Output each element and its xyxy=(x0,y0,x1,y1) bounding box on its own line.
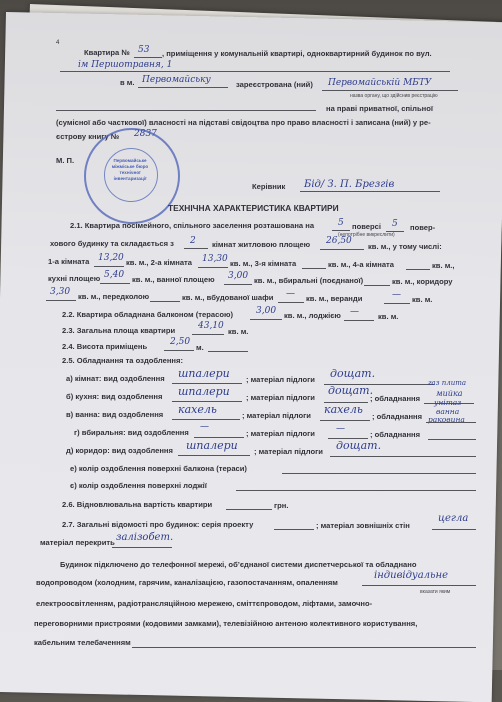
underline xyxy=(364,285,390,286)
section-title: ТЕХНІЧНА ХАРАКТЕРИСТИКА КВАРТИРИ xyxy=(168,203,339,213)
s23-tail: кв. м. xyxy=(228,327,249,336)
head-signature: Бід/ З. П. Брезгів xyxy=(304,179,395,190)
kitchen-equipment-value-1: газ плита xyxy=(428,379,467,387)
head-label: Керівник xyxy=(252,182,286,191)
bath-floor-label: ; матеріал підлоги xyxy=(242,411,311,420)
s24-value: 2,50 xyxy=(170,337,191,347)
corridor-finish-label: д) коридор: вид оздоблення xyxy=(66,446,173,455)
ownership-basis-text: (сумісної або часткової) власності на підставі свідоцтва про право власності і записана (ний) у ре- xyxy=(56,118,431,127)
underline xyxy=(132,647,476,648)
r2-corridor-label: кв. м., коридору xyxy=(392,277,453,286)
r3-closet-value: — xyxy=(286,289,295,299)
ownership-right-label: на праві приватної, спільної xyxy=(326,104,434,113)
registrar-note: назва органу, що здійснив реєстрацію xyxy=(350,93,438,99)
s27-ceilings-value: залізобет. xyxy=(116,532,174,543)
kitchen-equipment-label: ; обладнання xyxy=(370,394,421,403)
r1-room2-label: кв. м., 2-а кімната xyxy=(126,258,193,267)
rooms-floor-label: ; матеріал підлоги xyxy=(246,375,315,384)
underline xyxy=(100,283,130,284)
underline xyxy=(362,585,476,586)
r3-closet-label: кв. м., вбудованої шафи xyxy=(182,293,274,302)
kitchen-finish-value: шпалери xyxy=(178,385,230,398)
r1-tail: кв. м., xyxy=(432,261,455,270)
underline xyxy=(138,87,228,88)
s22-tail: кв. м. xyxy=(378,312,399,321)
city-value: Первомайську xyxy=(142,75,211,85)
underline xyxy=(194,437,244,438)
bath-equipment-value-1: унітаз xyxy=(434,398,462,407)
kitchen-finish-label: б) кухня: вид оздоблення xyxy=(66,392,163,401)
s21-text-b: поверсі xyxy=(352,222,381,231)
s27-ceilings-label: матеріал перекрить xyxy=(40,538,115,547)
building-para-2: водопроводом (холодним, гарячим, каналізацією, газопостачанням, опаленням xyxy=(36,578,338,587)
underline xyxy=(332,230,350,231)
underline xyxy=(432,529,476,530)
s22-balcony-value: 3,00 xyxy=(256,306,277,316)
underline xyxy=(224,284,252,285)
heating-note: вказати яким xyxy=(420,589,451,595)
r2-kitchen-label: кухні площею xyxy=(48,274,101,283)
underline xyxy=(302,268,326,269)
underline xyxy=(172,401,242,402)
s21-rooms-value: 2 xyxy=(190,236,196,246)
toilet-equipment-label: ; обладнання xyxy=(370,430,421,439)
s21-area-value: 26,50 xyxy=(326,236,352,246)
underline xyxy=(172,419,240,420)
s21-text-d: хового будинку та складається з xyxy=(50,239,174,248)
seal-place-label: М. П. xyxy=(56,156,75,165)
bath-equipment-label: ; обладнання xyxy=(372,412,423,421)
kitchen-floor-value: дощат. xyxy=(328,384,374,397)
underline xyxy=(384,303,410,304)
registrar-value: Первомайській МБТУ xyxy=(328,78,432,88)
s21-note: (непотрібне викреслити) xyxy=(338,232,395,238)
building-para-5: кабельним телебаченням xyxy=(34,638,131,647)
s25-label: 2.5. Обладнання та оздоблення: xyxy=(62,356,183,365)
underline xyxy=(322,90,458,91)
underline xyxy=(344,320,374,321)
underline xyxy=(56,110,316,111)
r2-bath-label: кв. м., ванної площею xyxy=(132,275,215,284)
underline xyxy=(134,57,162,58)
underline xyxy=(250,319,282,320)
r2-bath-value: 3,00 xyxy=(228,271,249,281)
s23-label: 2.3. Загальна площа квартири xyxy=(62,326,176,335)
underline xyxy=(320,420,370,421)
page-number: 4 xyxy=(56,40,60,46)
apartment-label: Квартира № xyxy=(84,48,130,57)
underline xyxy=(112,547,172,548)
underline xyxy=(278,302,304,303)
building-para-4: переговорними пристроями (кодовими замками), телевізійною антеною колективного користування, xyxy=(34,619,418,628)
underline xyxy=(184,248,208,249)
s26-label: 2.6. Відновлювальна вартість квартири xyxy=(62,500,213,509)
rooms-floor-value: дощат. xyxy=(330,367,376,380)
s27-walls-label: ; матеріал зовнішніх стін xyxy=(316,521,410,530)
s26-tail: грн. xyxy=(274,501,289,510)
s23-value: 43,10 xyxy=(198,321,224,331)
underline xyxy=(46,300,76,301)
toilet-floor-value: — xyxy=(336,424,345,434)
s21-text-c: повер- xyxy=(410,223,436,232)
underline xyxy=(178,455,250,456)
city-label: в м. xyxy=(120,78,135,87)
building-para-3: електроосвітленням, радіотрансляційною мережею, сміттєпроводом, ліфтами, замочно- xyxy=(36,599,373,608)
s21-text-a: 2.1. Квартира посімейного, спільного заселення розташована на xyxy=(70,221,315,230)
underline xyxy=(274,529,314,530)
underline xyxy=(428,439,476,440)
balcony-color-label: е) колір оздоблення поверхні балкона (тераси) xyxy=(70,464,247,473)
s27-label: 2.7. Загальні відомості про будинок: серія проекту xyxy=(62,520,254,529)
registered-label: зареєстрована (ний) xyxy=(236,80,313,89)
r3-veranda-label: кв. м., веранди xyxy=(306,294,363,303)
r3-corridor-value: 3,30 xyxy=(50,287,71,297)
corridor-finish-value: шпалери xyxy=(186,439,238,452)
underline xyxy=(330,456,476,457)
s22-label: 2.2. Квартира обладнана балконом (терасою) xyxy=(62,310,233,319)
r2-kitchen-value: 5,40 xyxy=(104,270,125,280)
underline xyxy=(406,269,430,270)
s22-loggia-value: — xyxy=(350,307,359,317)
underline xyxy=(172,383,242,384)
s21-text-f: кв. м., у тому числі: xyxy=(368,242,442,251)
heating-value: індивідуальне xyxy=(374,570,448,581)
underline xyxy=(300,191,440,192)
registry-book-label: єстрову книгу № xyxy=(56,132,120,141)
r1-room1-label: 1-а кімната xyxy=(48,257,90,266)
underline xyxy=(164,350,194,351)
r3-tail: кв. м. xyxy=(412,295,433,304)
underline xyxy=(282,473,476,474)
underline xyxy=(320,249,364,250)
underline xyxy=(192,334,224,335)
toilet-floor-label: ; матеріал підлоги xyxy=(246,429,315,438)
kitchen-floor-label: ; матеріал підлоги xyxy=(246,393,315,402)
s21-floors-value: 5 xyxy=(392,219,398,229)
s21-text-e: кімнат житловою площею xyxy=(212,240,311,249)
toilet-finish-value: — xyxy=(200,422,209,432)
loggia-color-label: є) колір оздоблення поверхні лоджії xyxy=(70,481,207,490)
bath-equipment-value-2: ванна xyxy=(436,407,460,416)
s27-walls-value: цегла xyxy=(438,513,469,524)
corridor-floor-label: ; матеріал підлоги xyxy=(254,447,323,456)
r2-toilet-label: кв. м., вбиральні (поєднаної) xyxy=(254,276,364,285)
corridor-floor-value: дощат. xyxy=(336,439,382,452)
underline xyxy=(226,509,272,510)
r1-room1-value: 13,20 xyxy=(98,253,124,263)
kitchen-equipment-value-2: мийка xyxy=(436,389,463,398)
r3-hall-label: кв. м., передколою xyxy=(78,292,150,301)
bath-floor-value: кахель xyxy=(324,403,363,416)
underline xyxy=(236,490,476,491)
r1-room3-label: кв. м., 3-я кімната xyxy=(230,259,297,268)
s24-tail: м. xyxy=(196,343,204,352)
rooms-finish-label: а) кімнат: вид оздоблення xyxy=(66,374,165,383)
s21-floor-value: 5 xyxy=(338,218,344,228)
street-value: ім Першотравня, 1 xyxy=(78,60,173,70)
rooms-finish-value: шпалери xyxy=(178,367,230,380)
s24-label: 2.4. Висота приміщень xyxy=(62,342,148,351)
underline xyxy=(208,351,248,352)
underline xyxy=(426,422,476,423)
underline xyxy=(60,71,450,72)
bath-finish-value: кахель xyxy=(178,403,217,416)
registry-book-number: 2837 xyxy=(134,129,157,139)
bath-equipment-value-3: раковина xyxy=(428,415,465,424)
s22-loggia-label: кв. м., лоджією xyxy=(284,311,341,320)
building-para-1: Будинок підключено до телефонної мережі, об’єднаної системи диспетчерської та обладнано xyxy=(60,560,417,569)
apartment-number: 53 xyxy=(138,45,150,55)
bath-finish-label: в) ванна: вид оздоблення xyxy=(66,410,164,419)
r1-room2-value: 13,30 xyxy=(202,254,228,264)
underline xyxy=(94,266,124,267)
underline xyxy=(150,301,180,302)
r1-room4-label: кв. м., 4-а кімната xyxy=(328,260,395,269)
r3-veranda-value: — xyxy=(392,290,401,300)
underline xyxy=(198,267,228,268)
apartment-line-1-tail: , приміщення у комунальній квартирі, одноквартирний будинок по вул. xyxy=(162,49,432,58)
toilet-finish-label: г) вбиральня: вид оздоблення xyxy=(74,428,189,437)
stamp-text: Первомайське міжміське бюро технічної інвентаризації xyxy=(111,158,149,181)
